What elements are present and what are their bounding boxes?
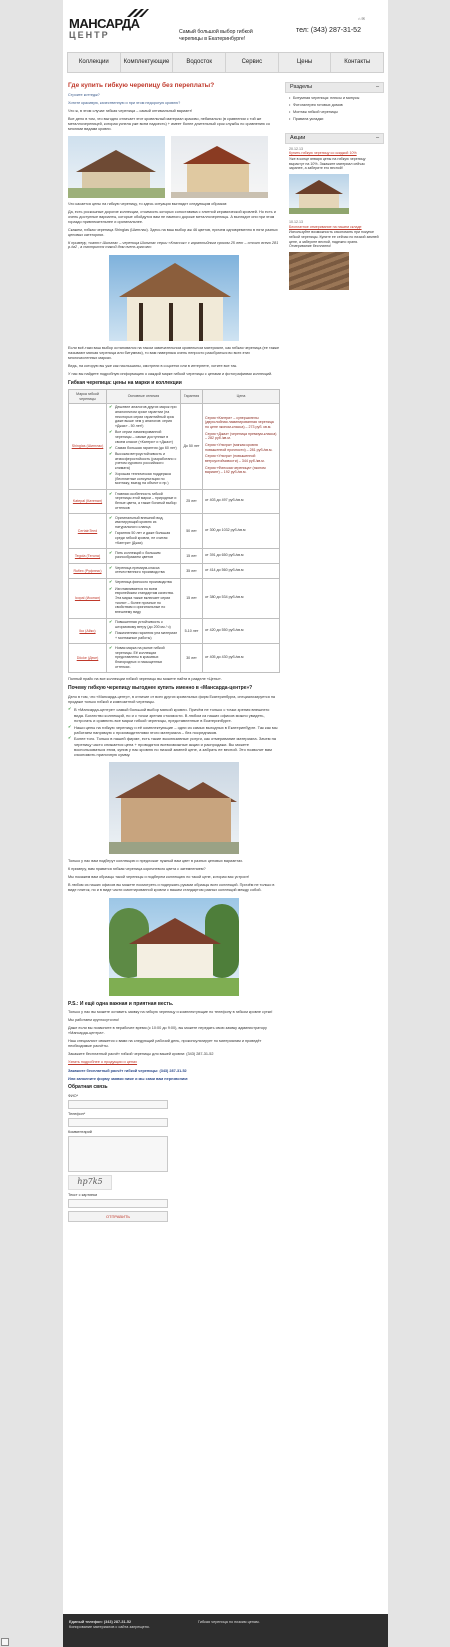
price-note: Полный прайс на все коллекции гибкой черепицы вы можете найти в разделе «Цены».	[68, 677, 222, 682]
paragraph-4: К примеру, «кант» Шинглас – черепица Шинглас серии «Классик» с гарантийным сроком 25 лет – стоит всего 281 р./м2 , а смотрится такой дом очень красиво:	[68, 240, 279, 250]
features-list	[109, 492, 178, 511]
price-line: от 403 до 497 руб./кв.м	[205, 498, 244, 503]
table-row	[69, 578, 280, 618]
page-title: Где купить гибкую черепицу без переплаты?	[68, 82, 215, 89]
intro-text: Все дело в том, что выгодно отличает этот кровельный материал красиво, небанально (в сравнении с той же металлочерепицей, которая успела уже всем надоесть) + имеет более длительный срок службы по сравнению со многими видами кровли.	[68, 117, 270, 132]
paragraph-2: Да, есть роскошные дорогие коллекции, стоимость которых сопоставима с элитной керамической кровлей. Но есть и очень доступные варианты, которые обойдутся вам не намного дороже металлочерепицы. А выглядят они при этом гораздо привлекательнее и оригинальнее.	[68, 209, 276, 224]
sidebar	[285, 82, 384, 293]
table-title: Гибкая черепица: цены на марки и коллекции	[68, 379, 182, 386]
promo-title[interactable]: Бесплатное отмеривание на нашем складе	[289, 224, 362, 229]
paragraph-1: Что касается цены на гибкую черепицу, то здесь ситуация выглядит следующим образом:	[68, 201, 228, 206]
table-row	[69, 564, 280, 579]
paragraph-3: Скажем, гибкая черепица Shinglas (Шинглас). Здесь на ваш выбор аж 46 цветов, причем одновременно в пяти разных ценовых категориях.	[68, 227, 278, 237]
features-cell	[107, 490, 181, 514]
nav-accessories[interactable]: Комплектующие	[121, 53, 174, 72]
main-nav	[67, 52, 384, 73]
ps-title: P.S.: И ещё одна важная и приятная весть.	[68, 1000, 174, 1007]
col-guarantee: Гарантия	[181, 390, 203, 403]
price-cell	[203, 490, 280, 514]
table-row	[69, 644, 280, 673]
lead-2: Хотите красивую, качественную и при этом недорогую кровлю?	[68, 101, 181, 106]
price-line: от 414 до 560 руб./кв.м	[205, 567, 244, 572]
price-line: от 380 до 534 руб./кв.м	[205, 594, 244, 599]
features-list	[109, 516, 178, 546]
price-line: Серия «Финская черепица» (эконом вариант) – 192 руб./кв.м.	[205, 465, 266, 475]
features-cell	[107, 403, 181, 489]
ps-4: Наш специалист свяжется с вами на следующий рабочий день, проконсультирует по материалам и проведёт необходимые расчёты.	[68, 1038, 262, 1048]
house-photo-3[interactable]	[109, 255, 239, 341]
cta-form: Или заполните форму заявки ниже и мы сами вам перезвоним:	[68, 1076, 189, 1081]
paragraph-7: У нас вы найдете подробную информацию о каждой марке гибкой черепицы с ценами и фотографиями коллекций.	[68, 372, 273, 377]
tagline: Самый большой выбор гибкой черепицы в Екатеринбурге!	[179, 29, 253, 43]
promo-date: 10.12.13	[289, 220, 303, 225]
features-cell	[107, 578, 181, 618]
brand-cell	[69, 644, 107, 673]
actions-header	[285, 133, 384, 144]
paragraph-9: К примеру, вам нравится гибкая черепица коричневого цвета с затемнением?	[68, 867, 206, 872]
lead-1: Строите коттедж?	[68, 93, 100, 98]
phone-input[interactable]	[68, 1118, 168, 1127]
captcha-input[interactable]	[68, 1199, 168, 1208]
paragraph-8: Только у нас вам подберут коллекцию и предложат нужный вам цвет в разных ценовых вариантах.	[68, 859, 244, 864]
footer-slogan: Гибкая черепица по низким ценам.	[198, 1620, 260, 1624]
paragraph-5: Если всё-таки ваш выбор остановился на таком замечательном кровельном материале, как гибкая черепица (ее также называют мягкая черепица или битумная), то вам наверняка очень непросто разобраться во всех этих многочисленных марках.	[68, 346, 280, 361]
ps-5: Закажите бесплатный расчёт гибкой черепицы для вашей кровли: (343) 287-31-52	[68, 1051, 214, 1056]
name-label: ФИО*	[68, 1093, 79, 1098]
promo-text: Уже в конце января цены на гибкую черепицу вырастут на 10%. Закажите материал сейчас заранее, а заберите его весной!	[289, 157, 366, 171]
brand-cell	[69, 490, 107, 514]
products-link[interactable]: Узнать подробнее о продукции и ценах	[68, 1059, 138, 1064]
house-photo-1[interactable]	[68, 136, 165, 198]
name-input[interactable]	[68, 1100, 168, 1109]
feature-item: ✔ Гарантия 50 лет и даже большая среди гибкой кровли, не считая «Кантри» (Джаз)	[109, 531, 178, 545]
actions-title: Акции	[290, 134, 306, 141]
why-item: ✔ Более того. Только в нашей фирме, есть такие эксклюзивные услуги, как отмеривание материала. Зачем на черепицу часто снижается цена + проводятся всевозможные акции и распродажи. Вы можете воспользоваться этим, купив у нас кровлю по низкой зимней цене, а забрать ее весной. Это позволит вам сэкономить приличную сумму.	[68, 736, 280, 757]
ps-3: Даже если вы позвоните в нерабочее время (с 10:00 до 9:00), вы можете передать свою заявку администратору «Мансарда-центра».	[68, 1026, 267, 1036]
table-row	[69, 618, 280, 644]
comment-textarea[interactable]	[68, 1136, 168, 1172]
ps-1: Только у нас вы можете оставить заявку на гибкую черепицу и комплектующие по телефону в гибком кровле сутки!	[68, 1010, 273, 1015]
features-cell	[107, 514, 181, 549]
house-photo-2[interactable]	[171, 136, 268, 198]
brand-link[interactable]: Iko (Айко)	[79, 628, 96, 633]
nav-collections[interactable]: Коллекции	[68, 53, 121, 72]
house-photo-4[interactable]	[109, 762, 239, 854]
brand-link[interactable]: Katepal (Катепал)	[72, 499, 103, 504]
feature-item: ✔ Черепица премиум-класса отечественного производства	[109, 566, 178, 575]
main-content	[68, 82, 280, 1562]
features-cell	[107, 564, 181, 579]
promo-text: Используйте возможность сэкономить при покупке гибкой черепицы. Купите ее сейчас по низкой зимней цене, а заберите весной, надежно храня. Отмеривание бесплатно!	[289, 230, 379, 249]
feature-item: ✔ Изготавливается по всем европейским стандартам качества. Эта марка также включает серии «киля» – более прочные по свойствам и оригинальные по внешнему виду	[109, 587, 178, 615]
table-row	[69, 490, 280, 514]
table-body	[69, 403, 280, 672]
price-cell	[203, 549, 280, 564]
house-photo-5[interactable]	[109, 898, 239, 996]
table-row	[69, 514, 280, 549]
page	[63, 0, 388, 1647]
brand-link[interactable]: Shinglas (Шинглас)	[71, 444, 104, 449]
feature-item: ✔ Самая большая гарантия (до 60 лет)	[109, 446, 178, 451]
section-link[interactable]: • Битумная черепица: плюсы и минусы	[289, 96, 380, 101]
nav-prices[interactable]: Цены	[279, 53, 332, 72]
guarantee-cell: 15 лет	[181, 549, 203, 564]
feature-item: ✔ Пять коллекций с большим разнообразием цветов	[109, 551, 178, 560]
price-cell	[203, 514, 280, 549]
brand-link[interactable]: CertainTeed	[77, 528, 98, 533]
feature-item: ✔ Высокая ветроустойчивость и атмосферостойкость (разработано с учетом сурового российского климата)	[109, 452, 178, 471]
table-row	[69, 403, 280, 489]
house-image-4-wrap	[68, 762, 280, 854]
house-image-5-wrap	[68, 898, 280, 996]
why-item: ✔ Наши цены на гибкую черепицу и её комплектующие – одни из самых выгодных в Екатеринбурге. Так как мы работаем напрямую с производителями этого материала – без посредников.	[68, 725, 280, 735]
sitemap-icons[interactable]: ⌂ ✉	[358, 16, 365, 21]
feature-item: ✔ Повышенная устойчивость к штормовому ветру (до 200 км / ч)	[109, 620, 178, 629]
features-list	[109, 405, 178, 486]
guarantee-cell: 5-10 лет	[181, 618, 203, 644]
price-line: от 300 до 1032 руб./кв.м	[205, 527, 246, 532]
guarantee-cell: До 50 лет	[181, 403, 203, 489]
col-price: Цена	[203, 390, 280, 403]
col-brand: Марка гибкой черепицы	[69, 390, 107, 403]
guarantee-cell: 50 лет	[181, 514, 203, 549]
sections-list	[285, 93, 384, 127]
price-line: от 420 до 550 руб./кв.м	[205, 627, 244, 632]
why-item: ✔ В «Мансарда-центре» самый большой выбор мягкой кровли. Причём не только с точки зрения внешнего вида. Богатство коллекций, но и с точки зрения стоимости. В любом из наших офисов можно увидеть, потрогать и сравнить все марки гибкой черепицы, представленные в Екатеринбурге.	[68, 707, 280, 723]
features-list	[109, 620, 178, 640]
captcha-label: Текст с картинки	[68, 1192, 98, 1197]
brand-cell	[69, 549, 107, 564]
brand-cell	[69, 618, 107, 644]
price-line: от 391 до 650 руб./кв.м	[205, 552, 244, 557]
paragraph-11: В любом из наших офисов вы можете посмотреть и подержать руками образцы всех коллекций. Причём не только в виде плиток, но и в виде части смонтированной кровли с вашим стандартом разных коллекций между собой.	[68, 882, 275, 892]
promo-item	[285, 217, 384, 293]
ps-2: Мы работаем круглосуточно!	[68, 1018, 120, 1023]
sections-title: Разделы	[290, 83, 313, 90]
shinglas-house-image-wrap	[68, 255, 280, 341]
price-line: Серия «Джаз» (черепица премиум-класса) – 282 руб./кв.м.	[205, 431, 277, 441]
sections-header	[285, 82, 384, 93]
price-cell	[203, 644, 280, 673]
resize-icon	[1, 1638, 9, 1646]
footer	[63, 1614, 388, 1647]
price-line: Серия «Ультра» (повышенной ветроустойчивости) – 344 руб./кв.м.	[205, 454, 265, 464]
col-features: Основные отличия	[107, 390, 181, 403]
features-cell	[107, 644, 181, 673]
table-row	[69, 549, 280, 564]
price-line: Серия «Кантри» – супершинглы (двухслойная ламинированная черепица по цене эконом-класса) – 273 руб. кв.м.	[205, 415, 274, 430]
why-list	[68, 707, 280, 757]
features-cell	[107, 549, 181, 564]
brand-cell	[69, 564, 107, 579]
brands-price-table	[68, 389, 280, 673]
comment-label: Комментарий	[68, 1129, 92, 1134]
brand-link[interactable]: Döcke (Деке)	[76, 655, 99, 660]
price-cell	[203, 618, 280, 644]
logo[interactable]	[69, 8, 154, 42]
paragraph-6: Ведь, на которую вы уже как наслышаны, смотрели в соцсетях или в интернете, хотите все так.	[68, 364, 238, 369]
brand-cell	[69, 578, 107, 618]
guarantee-cell: 35 лет	[181, 564, 203, 579]
section-link[interactable]: • Фотогалерея готовых домов	[289, 103, 380, 108]
brand-link[interactable]: Ruflex (Руфлекс)	[73, 568, 102, 573]
feature-item: ✔ Черепица финского производства	[109, 580, 178, 585]
nav-gutter[interactable]: Водосток	[173, 53, 226, 72]
promo-title[interactable]: Купить гибкую черепицу со скидкой 10%	[289, 151, 357, 156]
why-title: Почему гибкую черепицу выгоднее купить именно в «Мансарда-центре»?	[68, 685, 253, 692]
paragraph-10: Мы покажем вам образцы такой черепицы и подберем коллекцию по такой цене, которая вас устроит!	[68, 875, 250, 879]
feature-item: ✔ Все серии ламинированной черепицы – самые доступные в своем классе («Кантри» и «Джаз»)	[109, 430, 178, 444]
guarantee-cell: 15 лет	[181, 578, 203, 618]
features-list	[109, 551, 178, 560]
section-link[interactable]: • Правила укладки	[289, 117, 380, 122]
footer-phone: Единый телефон: (343) 287-31-52	[69, 1620, 132, 1624]
features-list	[109, 566, 178, 575]
phone-label: Телефон*	[68, 1111, 86, 1116]
form-title: Обратная связь	[68, 1084, 108, 1091]
feature-item: ✔ Оригинальный внешний вид, имитирующий кровлю из натурального сланца	[109, 516, 178, 530]
feature-item: ✔ Новая марка на рынке гибкой черепицы. Её коллекции представлены в красивых благородных и насыщенных оттенках.	[109, 646, 178, 669]
why-intro: Дело в том, что «Мансарда-центр», в отличие от всех других кровельных фирм Екатеринбурга, специализируется на продаже только гибкой и композитной черепицы.	[68, 694, 276, 704]
price-cell	[203, 403, 280, 489]
section-link[interactable]: • Монтаж гибкой черепицы	[289, 110, 380, 115]
promo-photo-2[interactable]	[289, 252, 349, 290]
header-phone: тел: (343) 287-31-52	[296, 27, 361, 34]
header	[63, 0, 388, 48]
collapse-icon[interactable]: –	[375, 134, 379, 141]
logo-title: МАНСАРДА	[69, 16, 140, 31]
captcha-image: hp7k5	[68, 1175, 112, 1190]
guarantee-cell: 25 лет	[181, 490, 203, 514]
price-line: от 405 до 430 руб./кв.м	[205, 654, 244, 659]
feature-item: ✔ Хорошая техническая поддержка (бесплатные консультации по монтажу, выезд на объект и пр.)	[109, 472, 178, 486]
feature-item: ✔ Пожизненная гарантия уна материал + монтажные работы)	[109, 631, 178, 640]
promo-date: 20.12.13	[289, 146, 303, 151]
price-cell	[203, 578, 280, 618]
promo-item	[285, 144, 384, 217]
brand-link[interactable]: Icopal (Икопал)	[74, 595, 101, 600]
feature-item: ✔ Главная особенность гибкой черепицы этой марки – природные и белые цвета, а также богатый выбор оттенков	[109, 492, 178, 511]
price-cell	[203, 564, 280, 579]
logo-subtitle: ЦЕНТР	[69, 30, 110, 40]
footer-copyright: Копирование материалов с сайта запрещено.	[69, 1624, 150, 1629]
nav-contacts[interactable]: Контакты	[344, 58, 371, 65]
lead-3: Что ж, в этом случае гибкая черепица – самый оптимальный вариант!	[68, 109, 193, 114]
features-list	[109, 646, 178, 669]
guarantee-cell: 30 лет	[181, 644, 203, 673]
features-list	[109, 580, 178, 614]
promo-photo-1[interactable]	[289, 174, 349, 214]
intro-images	[68, 136, 280, 198]
brand-link[interactable]: Tegola (Тегола)	[74, 553, 101, 558]
brand-cell	[69, 514, 107, 549]
features-cell	[107, 618, 181, 644]
price-line: Серия «Ультра» (мягкая кровля повышенной прочности) – 281 руб./кв.м.	[205, 443, 273, 452]
cta-phone: Закажите бесплатный расчёт гибкой черепицы: (343) 287-31-52	[68, 1068, 187, 1073]
nav-service[interactable]: Сервис	[226, 53, 279, 72]
feature-item: ✔ Дешевле аналогов других марок при аналогичном сроке гарантии (на некоторых серии гарантийный срок даже выше чем у аналогов: серия «Джаз» - 50 лет!)	[109, 405, 178, 428]
collapse-icon[interactable]: –	[375, 83, 379, 90]
table-header-row	[69, 390, 280, 403]
brand-cell	[69, 403, 107, 489]
submit-button[interactable]: ОТПРАВИТЬ	[68, 1211, 168, 1222]
